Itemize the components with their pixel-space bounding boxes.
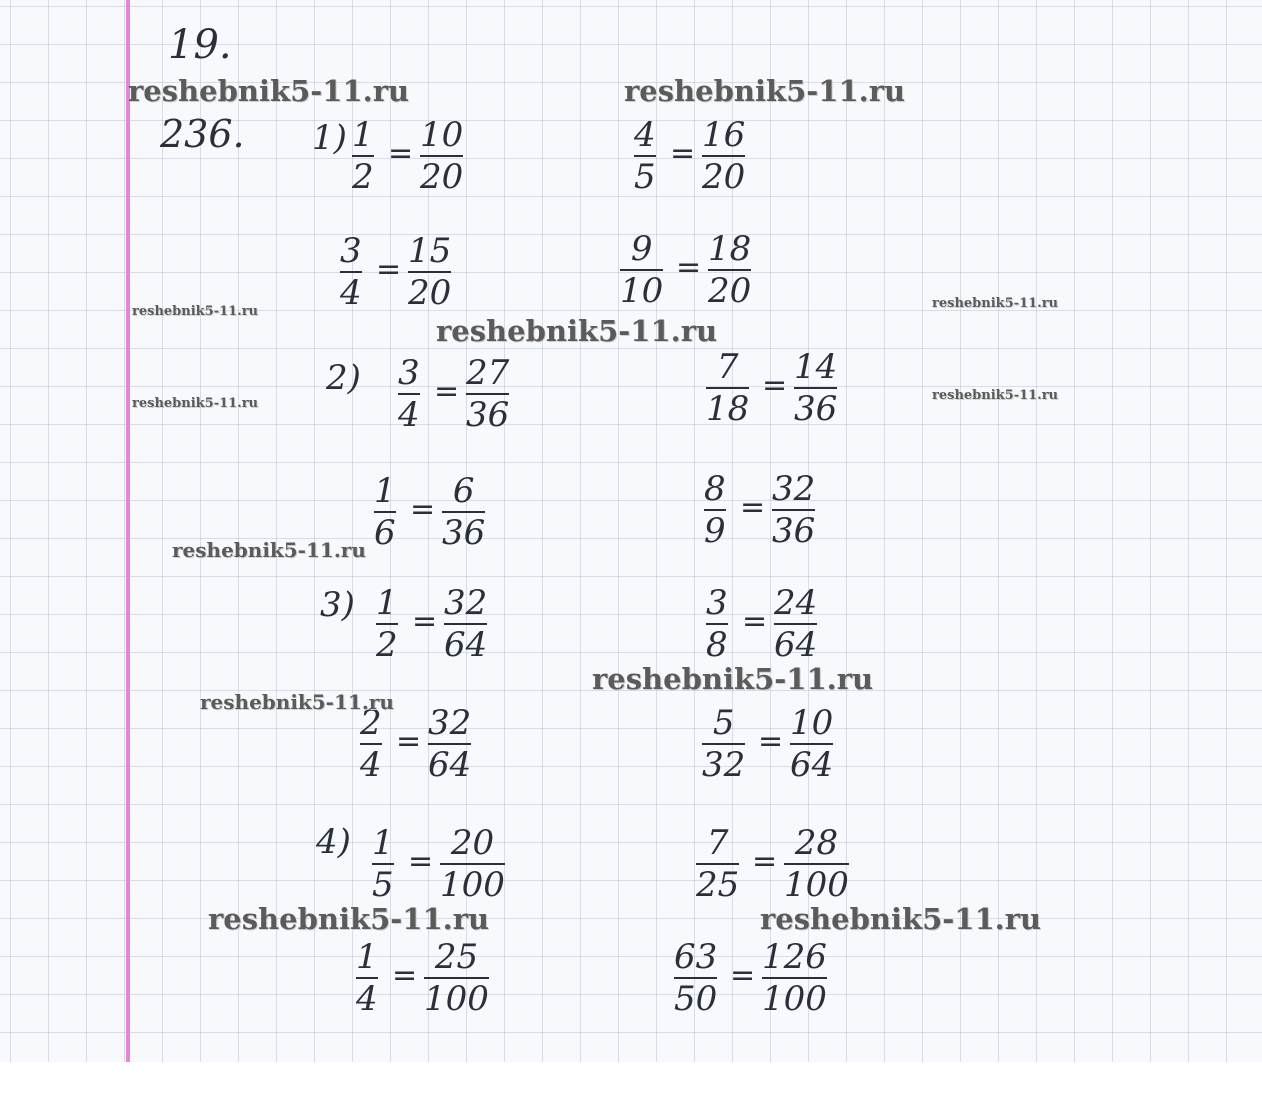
- date: 19.: [168, 22, 232, 68]
- denominator: 5: [372, 865, 394, 905]
- fraction-right: [444, 583, 488, 665]
- equals-sign: =: [396, 724, 422, 759]
- numerator: 18: [708, 229, 752, 269]
- equals-sign: =: [742, 604, 768, 639]
- equals-sign: =: [388, 136, 414, 171]
- numerator: 7: [716, 347, 739, 387]
- denominator: 4: [356, 979, 378, 1019]
- denominator: 6: [374, 513, 396, 553]
- fraction-left: [374, 471, 396, 553]
- denominator: 18: [706, 389, 750, 429]
- fraction-left: [352, 115, 374, 197]
- fraction-right: [440, 823, 505, 905]
- numerator: 25: [434, 937, 479, 977]
- numerator: 5: [712, 703, 735, 743]
- numerator: 20: [450, 823, 495, 863]
- equals-sign: =: [676, 250, 702, 285]
- denominator: 64: [790, 745, 834, 785]
- denominator: 36: [466, 395, 510, 435]
- numerator: 9: [630, 229, 653, 269]
- equals-sign: =: [434, 374, 460, 409]
- equals-sign: =: [752, 844, 778, 879]
- denominator: 50: [674, 979, 718, 1019]
- numerator: 3: [706, 583, 728, 623]
- denominator: 32: [702, 745, 746, 785]
- denominator: 20: [708, 271, 752, 311]
- fraction-right: [762, 937, 827, 1019]
- fraction-right: [774, 583, 818, 665]
- watermark: reshebnik5-11.ru: [208, 902, 490, 936]
- numerator: 4: [634, 115, 656, 155]
- fraction-left: [340, 231, 362, 313]
- equals-sign: =: [670, 136, 696, 171]
- fraction-left: [360, 703, 382, 785]
- denominator: 2: [376, 625, 398, 665]
- equals-sign: =: [762, 368, 788, 403]
- denominator: 64: [774, 625, 818, 665]
- denominator: 4: [340, 273, 362, 313]
- fraction-right: [424, 937, 489, 1019]
- numerator: 63: [674, 937, 718, 977]
- denominator: 36: [442, 513, 486, 553]
- task-number: 236.: [160, 112, 245, 156]
- denominator: 4: [360, 745, 382, 785]
- denominator: 10: [620, 271, 664, 311]
- numerator: 3: [398, 353, 420, 393]
- denominator: 5: [634, 157, 656, 197]
- watermark: reshebnik5-11.ru: [624, 74, 906, 108]
- watermark: reshebnik5-11.ru: [436, 314, 718, 348]
- fraction-left: [372, 823, 394, 905]
- fraction-right: [790, 703, 834, 785]
- equals-sign: =: [412, 604, 438, 639]
- numerator: 10: [790, 703, 834, 743]
- fraction-left: [674, 937, 718, 1019]
- denominator: 100: [784, 865, 849, 905]
- watermark: reshebnik5-11.ru: [132, 304, 259, 319]
- fraction-left: [376, 583, 398, 665]
- watermark: reshebnik5-11.ru: [932, 296, 1059, 311]
- fraction-left: [706, 583, 728, 665]
- denominator: 20: [408, 273, 452, 313]
- part-label-4: 4): [316, 822, 351, 862]
- numerator: 16: [702, 115, 746, 155]
- numerator: 10: [420, 115, 464, 155]
- part-label-3: 3): [320, 585, 355, 625]
- numerator: 32: [772, 469, 816, 509]
- part-label-2: 2): [326, 358, 361, 398]
- denominator: 64: [428, 745, 472, 785]
- fraction-right: [702, 115, 746, 197]
- numerator: 14: [794, 347, 838, 387]
- numerator: 7: [706, 823, 729, 863]
- numerator: 6: [452, 471, 475, 511]
- watermark: reshebnik5-11.ru: [932, 388, 1059, 403]
- numerator: 3: [340, 231, 362, 271]
- denominator: 25: [696, 865, 740, 905]
- denominator: 4: [398, 395, 420, 435]
- watermark: reshebnik5-11.ru: [200, 690, 394, 714]
- watermark: reshebnik5-11.ru: [760, 902, 1042, 936]
- fraction-right: [708, 229, 752, 311]
- fraction-right: [420, 115, 464, 197]
- watermark: reshebnik5-11.ru: [172, 538, 366, 562]
- equals-sign: =: [392, 958, 418, 993]
- denominator: 36: [794, 389, 838, 429]
- part-label-1: 1): [312, 118, 347, 158]
- fraction-left: [704, 469, 726, 551]
- numerator: 2: [360, 703, 382, 743]
- numerator: 28: [794, 823, 839, 863]
- equals-sign: =: [740, 490, 766, 525]
- watermark: reshebnik5-11.ru: [128, 74, 410, 108]
- fraction-left: [696, 823, 740, 905]
- numerator: 32: [444, 583, 488, 623]
- equals-sign: =: [410, 492, 436, 527]
- denominator: 100: [424, 979, 489, 1019]
- equals-sign: =: [730, 958, 756, 993]
- numerator: 8: [704, 469, 726, 509]
- denominator: 20: [420, 157, 464, 197]
- fraction-right: [408, 231, 452, 313]
- numerator: 1: [374, 471, 396, 511]
- denominator: 9: [704, 511, 726, 551]
- equals-sign: =: [758, 724, 784, 759]
- numerator: 1: [356, 937, 378, 977]
- fraction-right: [442, 471, 486, 553]
- fraction-left: [702, 703, 746, 785]
- denominator: 36: [772, 511, 816, 551]
- fraction-right: [466, 353, 510, 435]
- denominator: 8: [706, 625, 728, 665]
- denominator: 2: [352, 157, 374, 197]
- fraction-left: [706, 347, 750, 429]
- fraction-right: [772, 469, 816, 551]
- numerator: 1: [352, 115, 374, 155]
- fraction-left: [620, 229, 664, 311]
- denominator: 64: [444, 625, 488, 665]
- margin-line: [126, 0, 130, 1062]
- denominator: 100: [762, 979, 827, 1019]
- equals-sign: =: [408, 844, 434, 879]
- fraction-left: [356, 937, 378, 1019]
- numerator: 126: [762, 937, 827, 977]
- watermark: reshebnik5-11.ru: [592, 662, 874, 696]
- numerator: 27: [466, 353, 510, 393]
- numerator: 32: [428, 703, 472, 743]
- equals-sign: =: [376, 252, 402, 287]
- fraction-left: [398, 353, 420, 435]
- fraction-right: [428, 703, 472, 785]
- fraction-right: [794, 347, 838, 429]
- denominator: 100: [440, 865, 505, 905]
- denominator: 20: [702, 157, 746, 197]
- numerator: 1: [376, 583, 398, 623]
- numerator: 24: [774, 583, 818, 623]
- fraction-right: [784, 823, 849, 905]
- numerator: 15: [408, 231, 452, 271]
- watermark: reshebnik5-11.ru: [132, 396, 259, 411]
- fraction-left: [634, 115, 656, 197]
- numerator: 1: [372, 823, 394, 863]
